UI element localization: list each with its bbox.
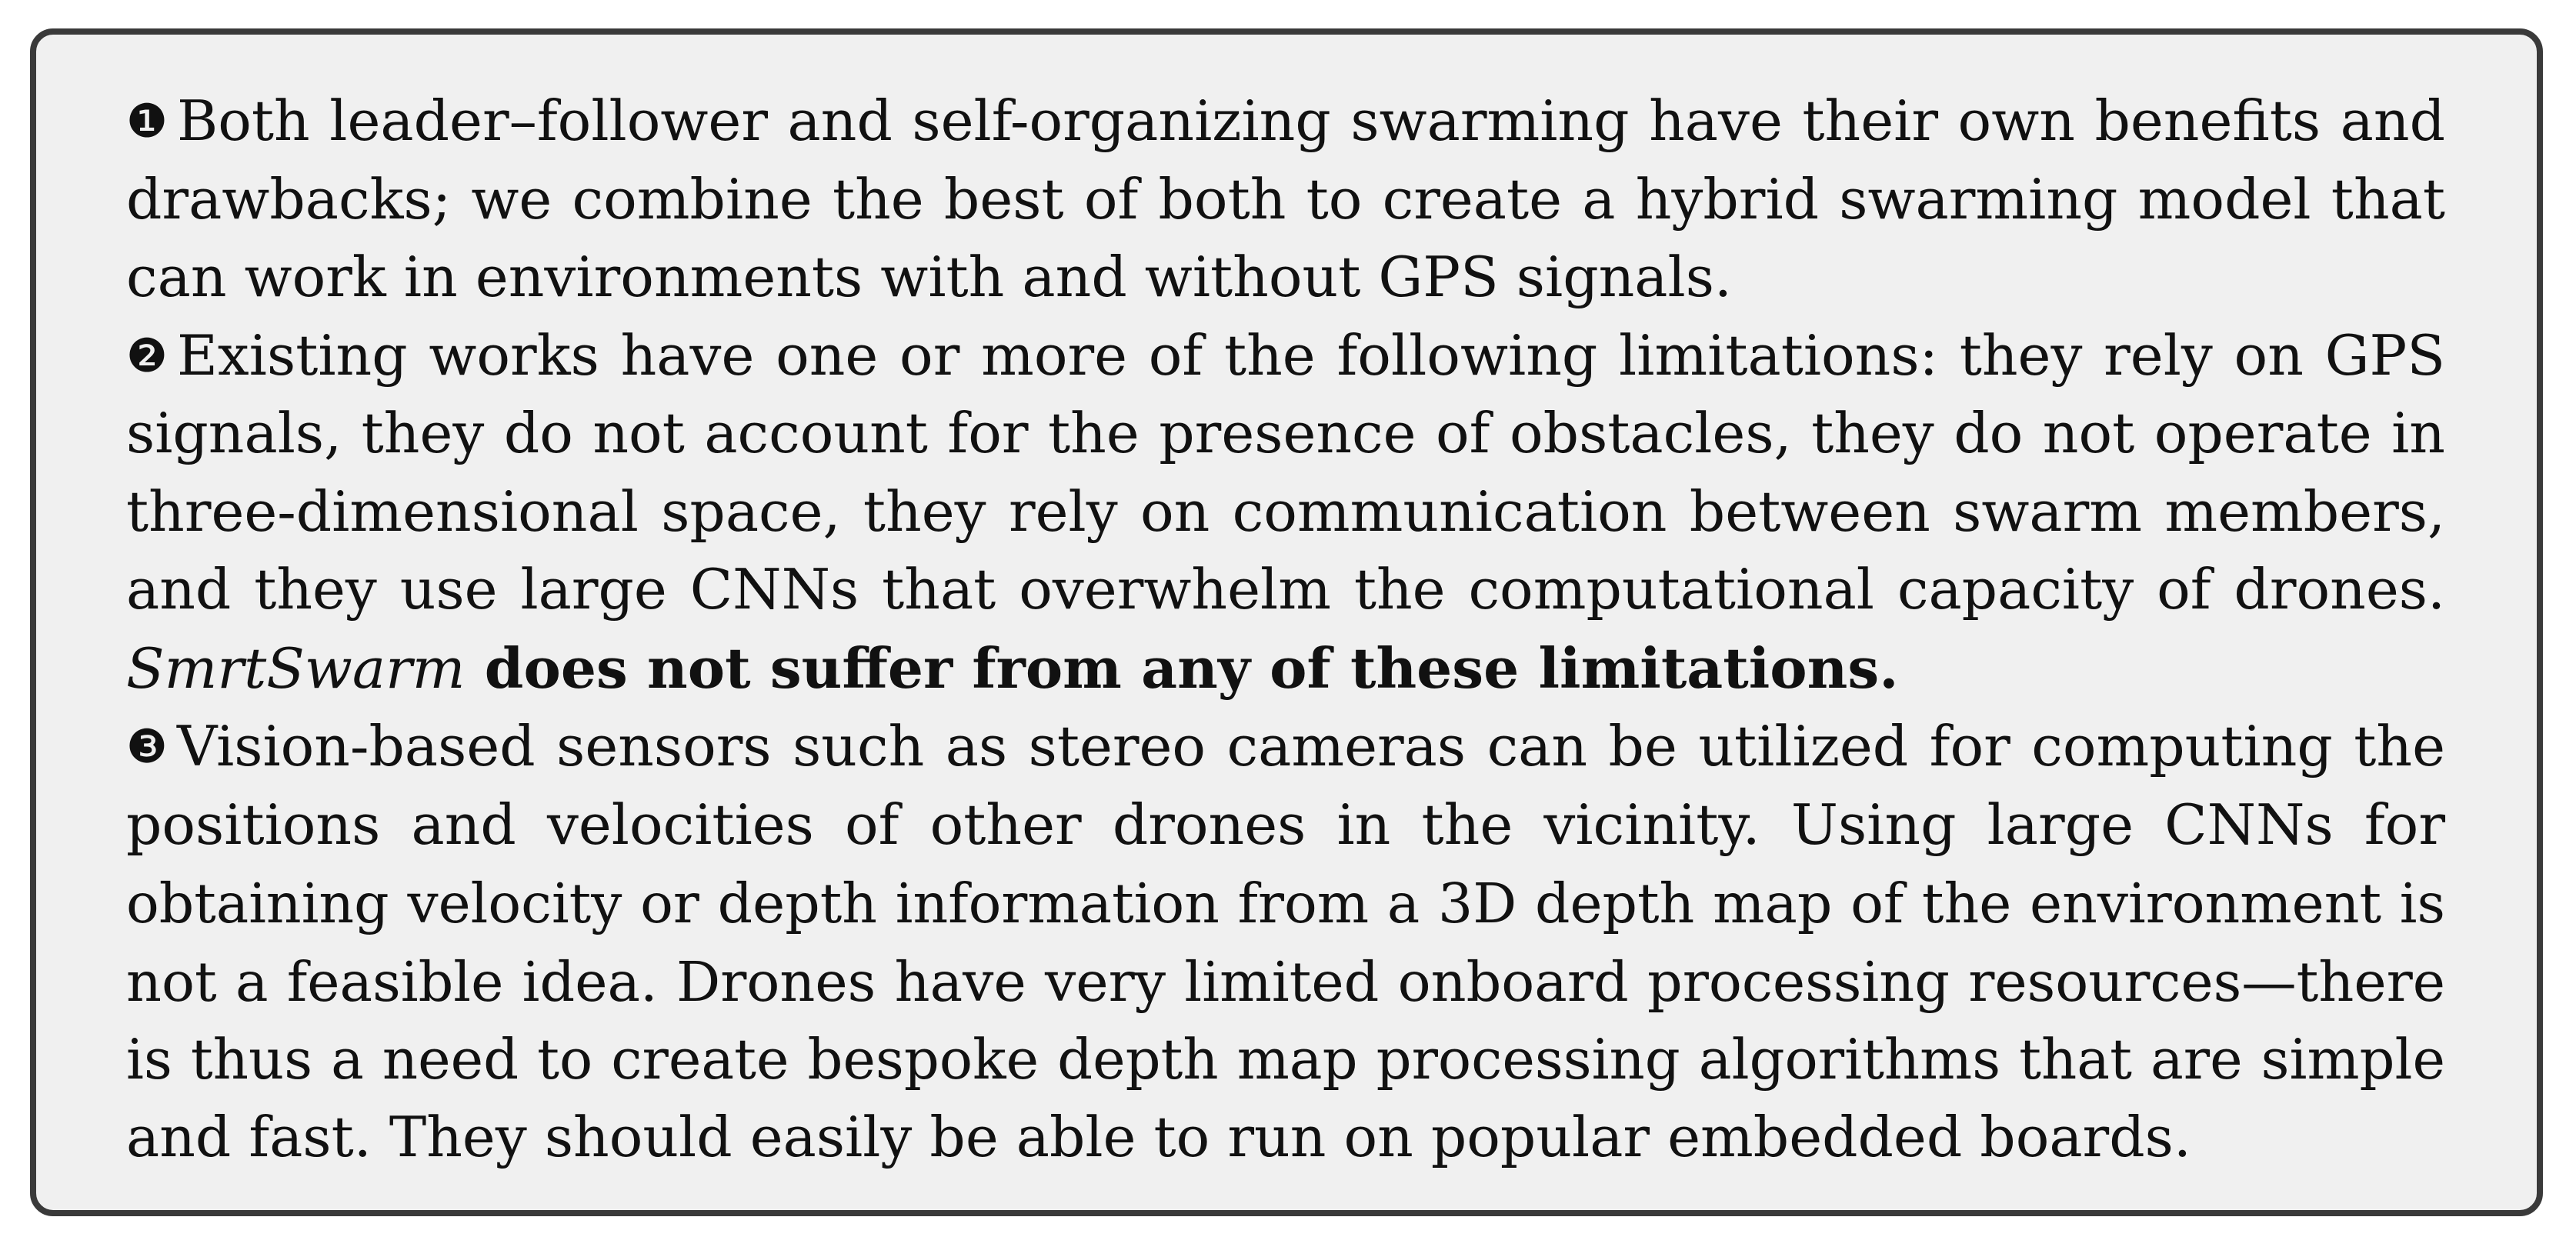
- point-2-line-3: three-dimensional space, they rely on communication between swarm members,: [126, 479, 2445, 545]
- point-1-line-1: ❶ Both leader–follower and self-organizing swarming have their own benefits and: [126, 83, 2445, 162]
- point-3-line-2: positions and velocities of other drones in the vicinity. Using large CNNs for: [126, 792, 2445, 858]
- point-2-marker: ❷: [126, 328, 168, 383]
- point-3-line-5: is thus a need to create bespoke depth map processing algorithms that are simple: [126, 1027, 2445, 1092]
- point-2-line-2: signals, they do not account for the presence of obstacles, they do not operate in: [126, 402, 2445, 466]
- insights-text: [126, 83, 2445, 1177]
- point-3-line-3: obtaining velocity or depth information from a 3D depth map of the environment is: [126, 872, 2445, 935]
- point-3-marker: ❸: [126, 720, 168, 774]
- point-3-line-1: ❸ Vision-based sensors such as stereo cameras can be utilized for computing the: [126, 709, 2445, 787]
- system-name: SmrtSwarm: [126, 636, 465, 702]
- point-2-line-4: and they use large CNNs that overwhelm the computational capacity of drones.: [126, 558, 2445, 622]
- point-2-line-1: ❷ Existing works have one or more of the following limitations: they rely on GPS: [126, 318, 2445, 396]
- point-1-line-2: drawbacks; we combine the best of both to create a hybrid swarming model that: [126, 167, 2445, 232]
- point-1-marker: ❶: [126, 95, 168, 148]
- point-1-line-3: can work in environments with and without GPS signals.: [126, 245, 1732, 310]
- point-3-line-4: not a feasible idea. Drones have very limited onboard processing resources—there: [126, 949, 2445, 1014]
- point-2-conclusion: does not suffer from any of these limitations.: [465, 635, 1899, 702]
- point-3-line-6: and fast. They should easily be able to run on popular embedded boards.: [126, 1105, 2191, 1170]
- point-2-line-5: [126, 630, 2445, 709]
